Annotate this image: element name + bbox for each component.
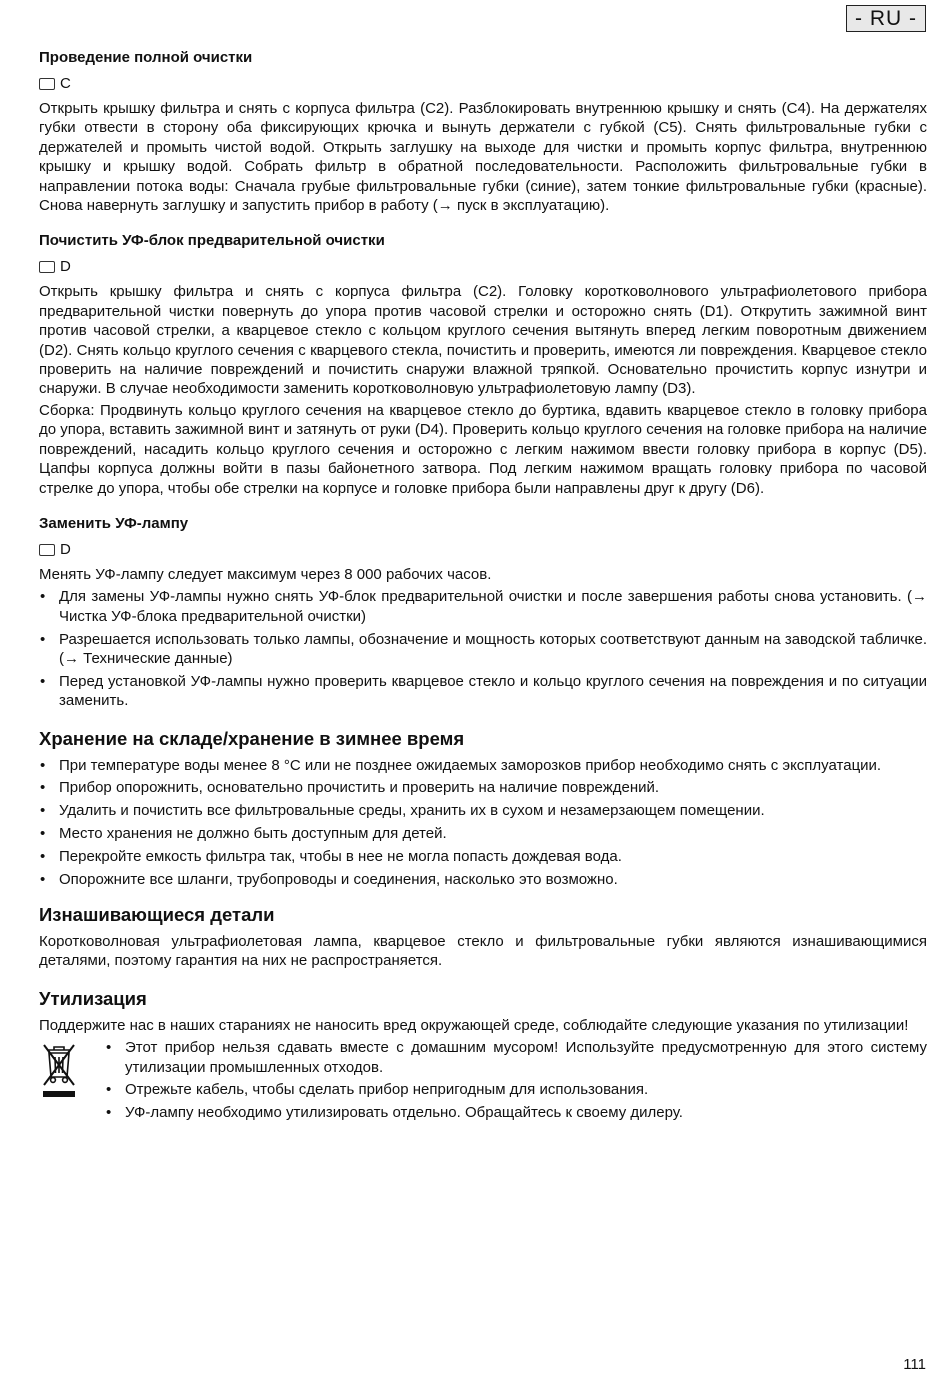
list-item: • Перед установкой УФ-лампы нужно проверить кварцевое стекло и кольцо круглого сечения на повреждения и по ситуации заменить. <box>39 672 927 711</box>
disposal-list <box>79 1038 927 1126</box>
list-item: • При температуре воды менее 8 °C или не позднее ожидаемых заморозков прибор необходимо снять с эксплуатации. <box>39 756 927 775</box>
figure-reference <box>39 540 927 560</box>
figure-reference <box>39 74 927 94</box>
list-item: • Для замены УФ-лампы нужно снять УФ-блок предварительной очистки и после завершения работы снова установить. (→ Чистка УФ-блока предварительной очистки) <box>39 587 927 626</box>
figure-ref-label: D <box>60 258 71 276</box>
storage-heading: Хранение на складе/хранение в зимнее время <box>39 727 465 749</box>
wear-parts-heading: Изнашивающиеся детали <box>39 903 275 925</box>
document-body <box>39 48 927 1126</box>
uv-lamp-intro: Менять УФ-лампу следует максимум через 8 000 рабочих часов. <box>39 565 492 583</box>
list-item: • УФ-лампу необходимо утилизировать отдельно. Обращайтесь к своему дилеру. <box>105 1103 927 1122</box>
list-item: • Разрешается использовать только лампы, обозначение и мощность которых соответствуют данным на заводской табличке. (→ Технические данные) <box>39 630 927 669</box>
wear-parts-text: Коротковолновая ультрафиолетовая лампа, кварцевое стекло и фильтровальные губки являются изнашивающимися деталями, поэтому гарантия на них не распространяется. <box>39 932 927 970</box>
full-cleaning-text: Открыть крышку фильтра и снять с корпуса фильтра (C2). Разблокировать внутреннюю крышку и снять (C4). На держателях губки отвести в сторону оба фиксирующих крючка и вынуть держатели с губкой (C5). Снять фильтровальные губки с держателей и промыть чистой водой. Открыть заглушку на выходе для чистки и промыть корпус фильтра, внутреннюю крышку и крышку водой. Собрать фильтр в обратной последовательности. Расположить фильтровальные губки в направлении потока воды: Сначала грубые фильтровальные губки (синие), затем тонкие фильтровальные губки (красные). Снова навернуть заглушку и запустить прибор в работу (→ пуск в эксплуатацию). <box>39 100 927 215</box>
uv-assembly-text: Сборка: Продвинуть кольцо круглого сечения на кварцевое стекло до буртика, вдавить кварцевое стекло в головку прибора до упора, вставить зажимной винт и затянуть от руки (D4). Проверить кольцо круглого сечения на головке прибора на наличие повреждений, насадить кольцо круглого сечения и осторожно с легким нажимом ввести головку прибора в корпус (D5). Цапфы корпуса должны войти в пазы байонетного затвора. Под легким нажимом вращать головку прибора по часовой стрелке до упора, чтобы обе стрелки на корпусе и головке прибора были направлены друг к другу (D6). <box>39 401 927 497</box>
figure-box-icon <box>39 544 55 556</box>
list-item: • Прибор опорожнить, основательно прочистить и проверить на наличие повреждений. <box>39 778 927 797</box>
figure-ref-label: D <box>60 540 71 558</box>
crossed-out-wheelie-bin-icon <box>39 1038 79 1126</box>
list-item: • Удалить и почистить все фильтровальные среды, хранить их в сухом и незамерзающем помещении. <box>39 801 927 820</box>
figure-box-icon <box>39 261 55 273</box>
uv-cleaning-heading: Почистить УФ-блок предварительной очистки <box>39 232 385 250</box>
figure-reference <box>39 257 927 277</box>
list-item: • Отрежьте кабель, чтобы сделать прибор непригодным для использования. <box>105 1080 927 1099</box>
full-cleaning-heading: Проведение полной очистки <box>39 49 253 66</box>
figure-box-icon <box>39 78 55 90</box>
disposal-block <box>39 1038 927 1126</box>
uv-cleaning-text: Открыть крышку фильтра и снять с корпуса фильтра (C2). Головку коротковолнового ультрафиолетового прибора предварительной чистки повернуть до упора против часовой стрелки и осторожно снять (D1). Открутить зажимной винт против часовой стрелки, а кварцевое стекло с кольцом круглого сечения вытянуть вперед легким поворотным движением (D2). Снять кольцо круглого сечения с кварцевого стекла, почистить и проверить, имеются ли повреждения. Кварцевое стекло проверить на наличие повреждений и почистить снаружи влажной тряпкой. Основательно прочистить корпус изнутри и снаружи. В случае необходимости заменить коротковолновую ультрафиолетовую лампу (D3). <box>39 283 927 398</box>
list-item: • Место хранения не должно быть доступным для детей. <box>39 824 927 843</box>
disposal-intro: Поддержите нас в наших стараниях не наносить вред окружающей среде, соблюдайте следующие указания по утилизации! <box>39 1016 909 1034</box>
list-item: • Этот прибор нельзя сдавать вместе с домашним мусором! Используйте предусмотренную для этого систему утилизации промышленных отходов. <box>105 1038 927 1077</box>
uv-lamp-heading: Заменить УФ-лампу <box>39 514 189 532</box>
list-item: • Опорожните все шланги, трубопроводы и соединения, насколько это возможно. <box>39 870 927 889</box>
list-item: • Перекройте емкость фильтра так, чтобы в нее не могла попасть дождевая вода. <box>39 847 927 866</box>
uv-lamp-list <box>39 587 927 710</box>
disposal-heading: Утилизация <box>39 987 147 1009</box>
page-number: 111 <box>903 1356 926 1373</box>
storage-list <box>39 756 927 889</box>
figure-ref-label: C <box>60 75 71 92</box>
language-tab: - RU - <box>846 5 926 32</box>
